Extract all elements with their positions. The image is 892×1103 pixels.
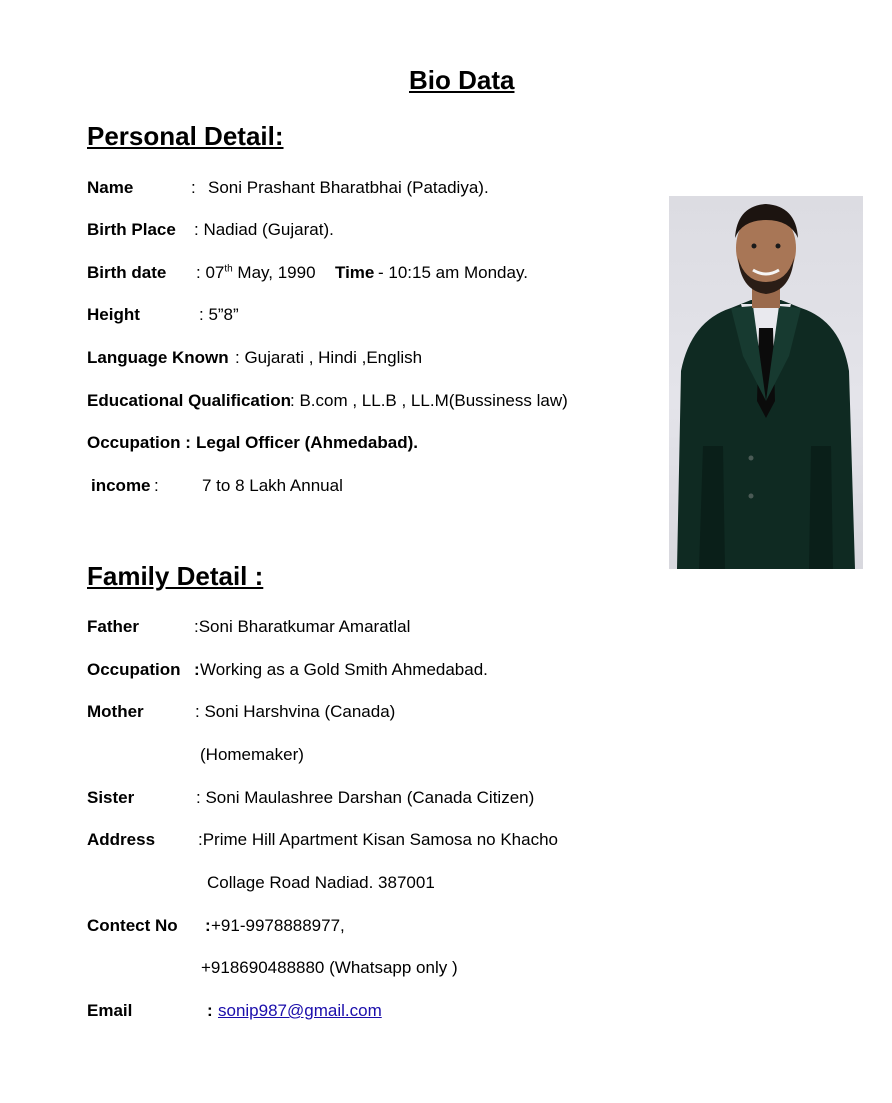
address-line-1: :Prime Hill Apartment Kisan Samosa no Khacho: [198, 830, 559, 849]
birthdate-ordinal: th: [224, 263, 233, 275]
email-separator: :: [207, 1001, 213, 1020]
father-occupation-separator: :: [194, 660, 200, 679]
education-value: : B.com , LL.B , LL.M(Bussiness law): [290, 391, 568, 410]
occupation-label: Occupation :: [87, 433, 191, 452]
income-separator: :: [154, 476, 159, 495]
page-title: Bio Data: [409, 65, 515, 95]
birthdate-day: : 07: [196, 263, 225, 282]
father-occupation-value: Working as a Gold Smith Ahmedabad.: [200, 660, 488, 679]
time-value: - 10:15 am Monday.: [378, 263, 528, 282]
contact-separator: :: [205, 916, 211, 935]
mother-occupation: (Homemaker): [200, 745, 304, 764]
income-label: income: [91, 476, 151, 495]
time-label: Time: [335, 263, 375, 282]
father-label: Father: [87, 617, 139, 636]
email-link[interactable]: sonip987@gmail.com: [218, 1001, 382, 1020]
name-value: Soni Prashant Bharatbhai (Patadiya).: [208, 178, 489, 197]
father-occupation-label: Occupation: [87, 660, 181, 679]
language-label: Language Known: [87, 348, 229, 367]
income-value: 7 to 8 Lakh Annual: [202, 476, 343, 495]
sister-label: Sister: [87, 788, 135, 807]
birthplace-label: Birth Place: [87, 220, 176, 239]
name-label: Name: [87, 178, 134, 197]
contact-phone-2: +918690488880 (Whatsapp only ): [201, 958, 458, 977]
contact-phone-1: +91-9978888977,: [211, 916, 345, 935]
family-detail-heading: Family Detail :: [87, 561, 264, 591]
address-label: Address: [87, 830, 156, 849]
personal-detail-heading: Personal Detail:: [87, 121, 284, 151]
father-value: :Soni Bharatkumar Amaratlal: [194, 617, 411, 636]
birthdate-label: Birth date: [87, 263, 167, 282]
profile-photo-illustration: [669, 196, 863, 569]
height-label: Height: [87, 305, 140, 324]
birthdate-month-year: May, 1990: [232, 263, 316, 282]
mother-value: : Soni Harshvina (Canada): [195, 702, 396, 721]
language-value: : Gujarati , Hindi ,English: [235, 348, 423, 367]
email-label: Email: [87, 1001, 133, 1020]
sister-value: : Soni Maulashree Darshan (Canada Citizen): [196, 788, 535, 807]
contact-label: Contect No: [87, 916, 178, 935]
name-separator: :: [191, 178, 196, 197]
address-line-2: Collage Road Nadiad. 387001: [207, 873, 435, 892]
education-label: Educational Qualification: [87, 391, 292, 410]
occupation-value: Legal Officer (Ahmedabad).: [196, 433, 418, 452]
height-value: : 5”8”: [199, 305, 239, 324]
birthplace-value: : Nadiad (Gujarat).: [194, 220, 334, 239]
birthdate-value: [196, 263, 316, 283]
mother-label: Mother: [87, 702, 144, 721]
profile-photo: [669, 196, 863, 569]
